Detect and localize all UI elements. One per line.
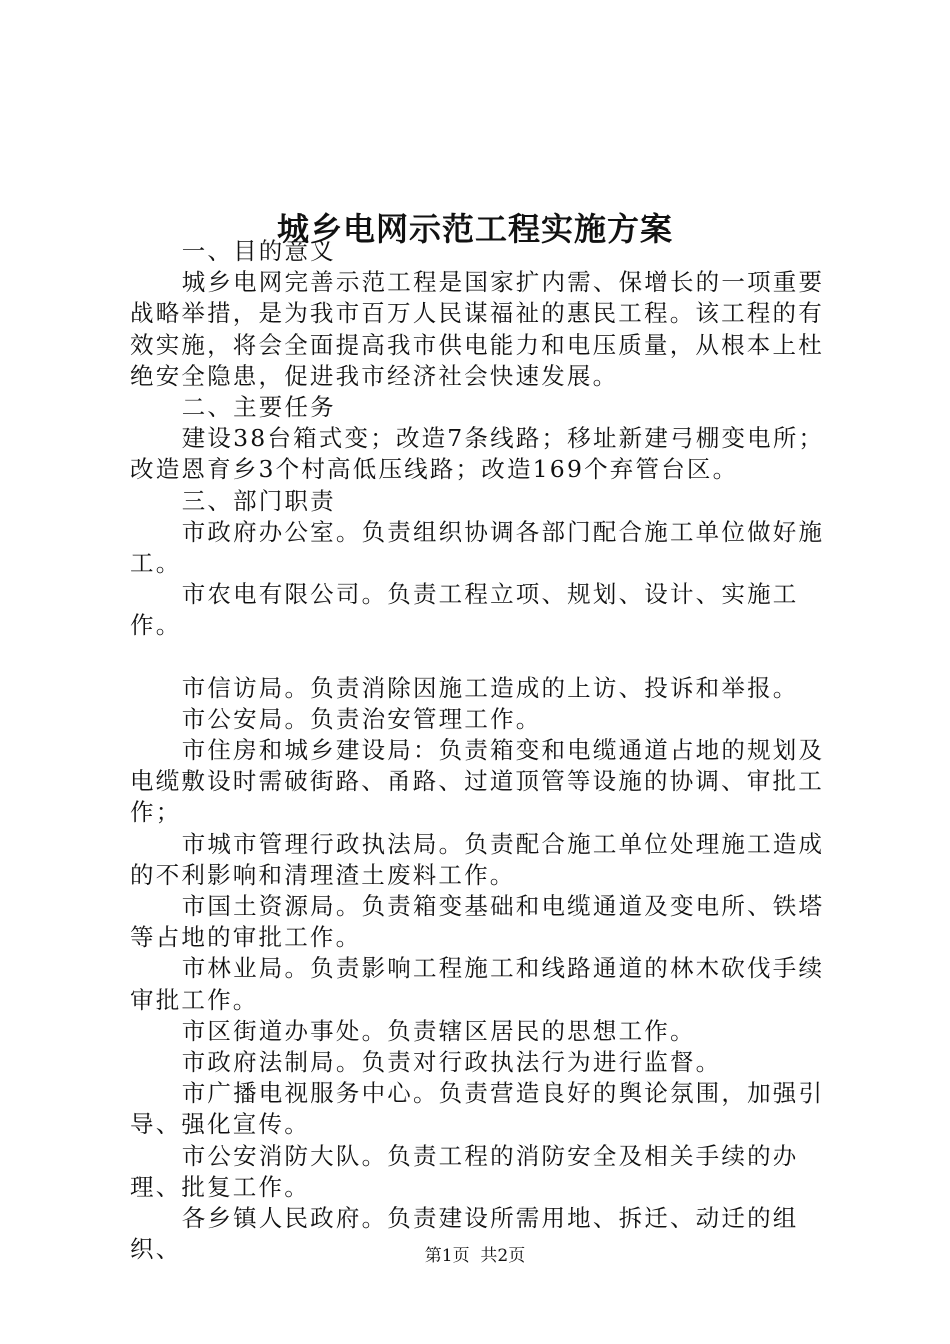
duty-item: 市林业局。负责影响工程施工和线路通道的林木砍伐手续审批工作。 — [130, 954, 825, 1014]
section-heading-purpose: 一、目的意义 — [181, 237, 336, 265]
duty-item: 市住房和城乡建设局：负责箱变和电缆通道占地的规划及电缆敷设时需破街路、甬路、过道顶管等设施的协调、审批工作； — [130, 736, 825, 827]
duty-item: 市政府办公室。负责组织协调各部门配合施工单位做好施工。 — [130, 517, 825, 578]
section-heading-tasks: 二、主要任务 — [181, 393, 336, 422]
paragraph-tasks: 建设38台箱式变；改造7条线路；移址新建弓棚变电所；改造恩育乡3个村高低压线路；改造169个弃管台区。 — [130, 424, 825, 484]
document-title: 城乡电网示范工程实施方案 — [276, 210, 673, 249]
duty-item: 市公安消防大队。负责工程的消防安全及相关手续的办理、批复工作。 — [130, 1141, 799, 1201]
duty-item: 各乡镇人民政府。负责建设所需用地、拆迁、动迁的组织、 — [130, 1204, 799, 1264]
duty-item: 市区街道办事处。负责辖区居民的思想工作。 — [181, 1016, 696, 1045]
document-body — [130, 236, 842, 1266]
paragraph-purpose: 城乡电网完善示范工程是国家扩内需、保增长的一项重要战略举措，是为我市百万人民谋福祉的惠民工程。该工程的有效实施，将会全面提高我市供电能力和电压质量，从根本上杜绝安全隐患，促进我市经济社会快速发展。 — [130, 268, 825, 390]
duty-item: 市政府法制局。负责对行政执法行为进行监督。 — [181, 1048, 722, 1077]
duty-item: 市公安局。负责治安管理工作。 — [181, 704, 542, 733]
duty-item: 市城市管理行政执法局。负责配合施工单位处理施工造成的不利影响和清理渣土废料工作。 — [130, 829, 825, 889]
duty-item: 市广播电视服务中心。负责营造良好的舆论氛围，加强引导、强化宣传。 — [130, 1079, 825, 1139]
duty-item: 市国土资源局。负责箱变基础和电缆通道及变电所、铁塔等占地的审批工作。 — [130, 892, 825, 952]
section-heading-duties: 三、部门职责 — [181, 486, 336, 515]
duty-item: 市农电有限公司。负责工程立项、规划、设计、实施工作。 — [130, 580, 799, 640]
page-footer: 第1页 共2页 — [424, 1246, 526, 1266]
duty-item: 市信访局。负责消除因施工造成的上访、投诉和举报。 — [181, 673, 799, 702]
